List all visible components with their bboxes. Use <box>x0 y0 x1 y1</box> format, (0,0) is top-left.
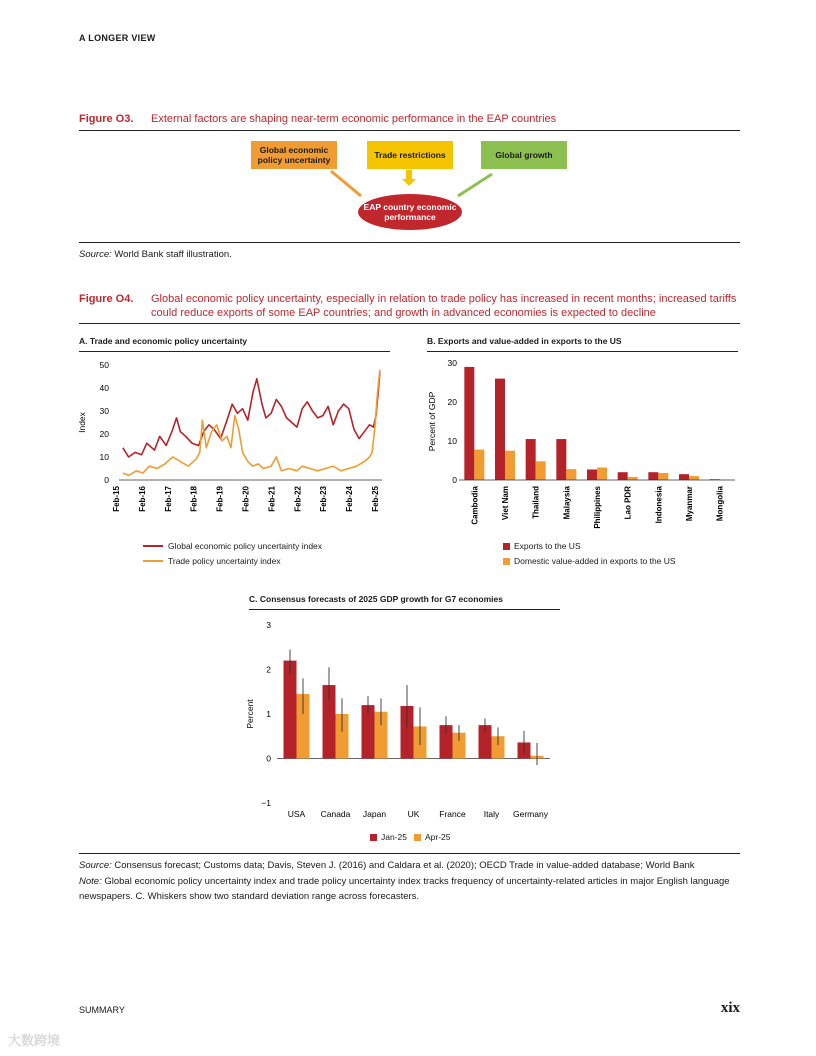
center-label: EAP country economic performance <box>363 202 457 222</box>
chart-b-ytick: 10 <box>447 436 457 446</box>
arrow-growth <box>458 174 492 196</box>
chart-a-xtick: Feb-25 <box>371 486 380 512</box>
running-head: A LONGER VIEW <box>79 33 156 43</box>
box-trade-restrictions: Trade restrictions <box>367 141 453 169</box>
chart-a-xtick: Feb-15 <box>112 486 121 512</box>
chart-a-xtick: Feb-24 <box>345 486 355 512</box>
legend-c-jan-swatch <box>370 834 377 841</box>
chart-a-ytick: 40 <box>99 383 109 393</box>
chart-c-ytick: 3 <box>266 620 271 630</box>
chart-c-xtick: Japan <box>362 809 387 819</box>
figure-o4-source-label: Source: <box>79 860 112 871</box>
figure-o3-source-label: Source: <box>79 249 112 260</box>
figure-o3-bottom-rule <box>79 242 740 243</box>
legend-a-gepu-swatch <box>143 545 163 547</box>
chart-b-xtick: Malaysia <box>562 486 572 520</box>
legend-a-gepu <box>143 541 322 551</box>
chart-c-xtick: France <box>439 809 466 819</box>
chart-b-bar-exports <box>587 469 597 480</box>
chart-b-bar-dva <box>689 476 699 480</box>
legend-b-dva <box>503 556 676 566</box>
panel-c-rule <box>249 609 560 610</box>
panel-b-title: B. Exports and value-added in exports to the US <box>427 336 622 346</box>
chart-b-xtick: Lao PDR <box>623 486 633 520</box>
chart-a-ytick: 20 <box>99 429 109 439</box>
chart-b-xtick: Indonesia <box>654 486 664 524</box>
chart-a-line-tpu <box>123 370 380 476</box>
chart-b-xtick: Viet Nam <box>501 486 510 521</box>
legend-a-tpu-swatch <box>143 560 163 562</box>
chart-b-bar-dva <box>628 477 638 480</box>
legend-b-exports-swatch <box>503 543 510 550</box>
figure-o4-heading <box>79 292 737 319</box>
chart-a <box>79 355 390 530</box>
chart-b-bar-dva <box>474 450 484 480</box>
legend-b-exports <box>503 541 581 551</box>
chart-b-bar-dva <box>658 473 668 480</box>
chart-a-ytick: 0 <box>104 475 109 485</box>
chart-b-bar-exports <box>556 439 566 480</box>
panel-a-title: A. Trade and economic policy uncertainty <box>79 336 248 346</box>
chart-b-xtick: Cambodia <box>470 486 480 525</box>
chart-b-bar-exports <box>464 367 474 480</box>
box-global-uncertainty: Global economic policy uncertainty <box>251 141 337 169</box>
chart-a-xtick: Feb-20 <box>241 486 251 512</box>
chart-b-bar-exports <box>618 472 628 480</box>
chart-a-xtick: Feb-23 <box>319 486 329 512</box>
chart-a-ytick: 50 <box>99 360 109 370</box>
figure-o4-title: Global economic policy uncertainty, especially in relation to trade policy has increased in recent months; increased tariffs could reduce exports of some EAP countries; and growth in advanced economies is expected to decline <box>151 293 737 319</box>
chart-c-ytick: 0 <box>266 753 271 764</box>
figure-o4-note-text: Global economic policy uncertainty index and trade policy uncertainty index tracks frequency of uncertainty-related articles in major English language newspapers. C. Whiskers show two standard deviation range across forecasters. <box>79 876 730 902</box>
chart-c-xtick: Germany <box>513 809 548 819</box>
chart-a-xtick: Feb-22 <box>293 486 303 512</box>
chart-b-bar-dva <box>536 461 546 480</box>
legend-a-tpu <box>143 556 281 566</box>
chart-a-ytick: 30 <box>99 406 109 416</box>
figure-o4-top-rule <box>79 323 740 324</box>
arrow-uncertainty <box>331 171 361 196</box>
chart-b-ylabel: Percent of GDP <box>427 391 437 452</box>
chart-c-ytick: 1 <box>266 709 271 719</box>
page-number: xix <box>720 1000 740 1016</box>
chart-b-xtick: Myanmar <box>685 486 694 522</box>
figure-o3-source <box>79 247 744 262</box>
chart-b <box>427 355 738 530</box>
panel-b-rule <box>427 351 738 352</box>
figure-o3-title: External factors are shaping near-term economic performance in the EAP countries <box>151 113 557 125</box>
chart-a-xtick: Feb-21 <box>267 486 277 512</box>
figure-o3-top-rule <box>79 130 740 131</box>
legend-c-apr <box>414 832 451 842</box>
chart-b-xtick: Philippines <box>593 486 602 529</box>
legend-c-jan <box>370 832 407 842</box>
chart-b-bar-exports <box>679 474 689 480</box>
figure-o4-bottom-rule <box>79 853 740 854</box>
chart-c-ytick: −1 <box>261 798 271 808</box>
arrow-trade-shaft <box>406 170 412 180</box>
chart-c-ytick: 2 <box>266 664 271 675</box>
legend-c-apr-swatch <box>414 834 421 841</box>
chart-a-xtick: Feb-16 <box>137 486 147 512</box>
chart-b-ytick: 0 <box>452 475 457 485</box>
chart-b-ytick: 30 <box>447 358 457 368</box>
legend-c-apr-label: Apr-25 <box>425 832 451 842</box>
panel-c-title: C. Consensus forecasts of 2025 GDP growth for G7 economies <box>249 594 503 604</box>
figure-o4-number: Figure O4. <box>79 293 134 305</box>
legend-b-dva-label: Domestic value-added in exports to the US <box>514 556 676 566</box>
legend-b-dva-swatch <box>503 558 510 565</box>
footer-section: SUMMARY <box>79 1005 125 1015</box>
chart-b-ytick: 20 <box>447 397 457 407</box>
panel-a-rule <box>79 351 390 352</box>
figure-o3-source-text: World Bank staff illustration. <box>111 249 232 260</box>
chart-b-bar-dva <box>597 468 607 480</box>
legend-a-gepu-label: Global economic policy uncertainty index <box>168 541 323 551</box>
figure-o4-note-label: Note: <box>79 876 102 887</box>
chart-c <box>245 613 565 823</box>
chart-c-xtick: Italy <box>483 809 500 819</box>
figure-o4-source-text: Consensus forecast; Customs data; Davis, Steven J. (2016) and Caldara et al. (2020); OECD Trade in value-added database; World Bank <box>111 860 695 871</box>
chart-c-bar-jan <box>284 661 297 759</box>
figure-o3-heading <box>79 112 557 126</box>
box-global-growth: Global growth <box>481 141 567 169</box>
chart-b-xtick: Mongolia <box>715 486 725 522</box>
chart-c-ylabel: Percent <box>245 699 255 729</box>
chart-a-xtick: Feb-18 <box>189 486 199 512</box>
figure-o3-number: Figure O3. <box>79 113 134 125</box>
figure-o4-source <box>79 858 744 873</box>
chart-b-bar-dva <box>566 469 576 480</box>
arrow-trade-head <box>402 179 416 186</box>
chart-b-bar-exports <box>495 379 505 480</box>
legend-a-tpu-label: Trade policy uncertainty index <box>168 556 281 566</box>
legend-c-jan-label: Jan-25 <box>381 832 407 842</box>
legend-b-exports-label: Exports to the US <box>514 541 581 551</box>
chart-a-xtick: Feb-17 <box>163 486 173 512</box>
chart-a-ylabel: Index <box>77 412 87 433</box>
watermark: 大数跨境 <box>8 1033 61 1048</box>
chart-c-xtick: UK <box>407 809 420 819</box>
figure-o4-note <box>79 874 744 904</box>
chart-b-bar-exports <box>526 439 536 480</box>
chart-a-ytick: 10 <box>99 452 109 462</box>
chart-b-bar-exports <box>648 472 658 480</box>
chart-b-bar-dva <box>505 451 515 480</box>
chart-b-xtick: Thailand <box>531 486 541 519</box>
chart-a-xtick: Feb-19 <box>215 486 225 512</box>
chart-a-line-gepu <box>123 372 380 457</box>
chart-c-xtick: USA <box>287 809 306 819</box>
chart-c-xtick: Canada <box>320 809 351 819</box>
